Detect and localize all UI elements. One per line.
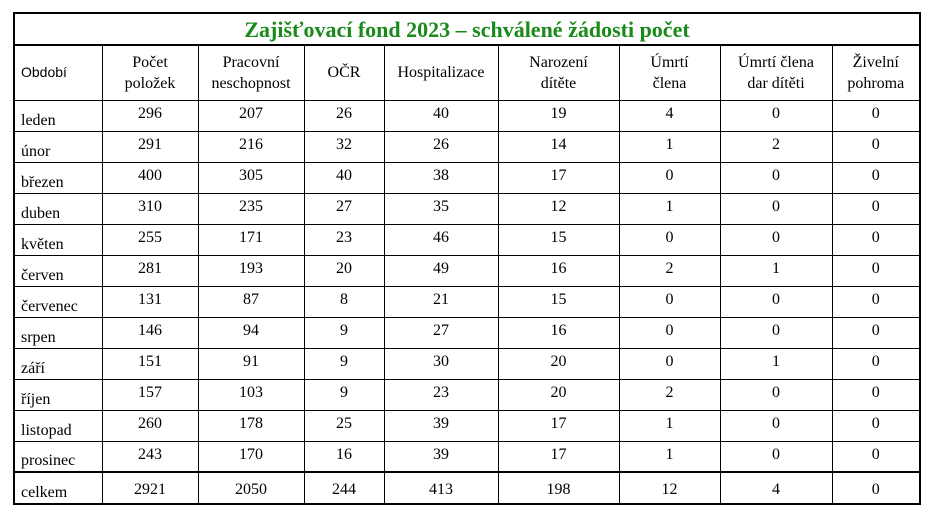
cell-hospital: 39: [384, 410, 498, 441]
table-row: [15, 224, 919, 255]
cell-hospital: 39: [384, 441, 498, 472]
cell-ocr: 26: [304, 100, 384, 131]
cell-ocr: 25: [304, 410, 384, 441]
cell-birth: 17: [498, 441, 619, 472]
cell-birth: 14: [498, 131, 619, 162]
cell-death: 0: [619, 162, 720, 193]
report-title: Zajišťovací fond 2023 – schválené žádosti počet: [15, 14, 919, 46]
header-death-line1: Úmrtí: [650, 53, 689, 71]
report-frame: [13, 12, 921, 505]
header-ocr: [304, 46, 384, 100]
cell-hospital: 26: [384, 131, 498, 162]
cell-count: 146: [102, 317, 198, 348]
header-row: [15, 46, 919, 100]
cell-death-gift: 0: [720, 162, 832, 193]
cell-disaster: 0: [832, 286, 919, 317]
header-sick-line1: Pracovní: [222, 53, 280, 71]
cell-disaster: 0: [832, 131, 919, 162]
table-row: [15, 379, 919, 410]
cell-count: 131: [102, 286, 198, 317]
table-row: [15, 193, 919, 224]
cell-ocr: 8: [304, 286, 384, 317]
table-row: [15, 255, 919, 286]
cell-death-gift: 0: [720, 410, 832, 441]
cell-disaster: 0: [832, 317, 919, 348]
cell-disaster: 0: [832, 441, 919, 472]
header-count-line2: položek: [124, 74, 176, 92]
total-ocr: 244: [304, 472, 384, 504]
cell-period: leden: [15, 100, 102, 131]
cell-period: říjen: [15, 379, 102, 410]
cell-count: 291: [102, 131, 198, 162]
cell-hospital: 35: [384, 193, 498, 224]
header-disaster-line1: Živelní: [852, 53, 899, 71]
cell-disaster: 0: [832, 162, 919, 193]
cell-hospital: 46: [384, 224, 498, 255]
header-birth-line2: dítěte: [540, 74, 577, 92]
cell-birth: 16: [498, 317, 619, 348]
header-period-label: Období: [21, 64, 67, 81]
table-row: [15, 162, 919, 193]
cell-ocr: 9: [304, 348, 384, 379]
cell-ocr: 9: [304, 379, 384, 410]
cell-period: září: [15, 348, 102, 379]
total-sick: 2050: [198, 472, 304, 504]
cell-birth: 17: [498, 162, 619, 193]
header-count: [102, 46, 198, 100]
cell-sick: 207: [198, 100, 304, 131]
cell-disaster: 0: [832, 348, 919, 379]
cell-sick: 305: [198, 162, 304, 193]
cell-sick: 91: [198, 348, 304, 379]
cell-count: 296: [102, 100, 198, 131]
total-disaster: 0: [832, 472, 919, 504]
table-row: [15, 131, 919, 162]
cell-hospital: 38: [384, 162, 498, 193]
cell-count: 255: [102, 224, 198, 255]
cell-death-gift: 0: [720, 224, 832, 255]
cell-death-gift: 0: [720, 286, 832, 317]
cell-disaster: 0: [832, 379, 919, 410]
header-death-gift-line2: dar dítěti: [747, 74, 805, 92]
cell-hospital: 49: [384, 255, 498, 286]
cell-period: srpen: [15, 317, 102, 348]
header-disaster-line2: pohroma: [847, 74, 905, 92]
cell-sick: 87: [198, 286, 304, 317]
cell-sick: 193: [198, 255, 304, 286]
cell-ocr: 23: [304, 224, 384, 255]
cell-death-gift: 0: [720, 193, 832, 224]
cell-count: 243: [102, 441, 198, 472]
cell-disaster: 0: [832, 100, 919, 131]
cell-period: červen: [15, 255, 102, 286]
table-row: [15, 286, 919, 317]
cell-disaster: 0: [832, 410, 919, 441]
header-death-line2: člena: [652, 74, 687, 92]
cell-death-gift: 0: [720, 317, 832, 348]
header-period: [15, 46, 102, 100]
cell-hospital: 27: [384, 317, 498, 348]
total-row: [15, 472, 919, 504]
cell-death-gift: 1: [720, 255, 832, 286]
cell-sick: 103: [198, 379, 304, 410]
header-birth-line1: Narození: [529, 53, 588, 71]
cell-birth: 16: [498, 255, 619, 286]
cell-sick: 171: [198, 224, 304, 255]
cell-disaster: 0: [832, 224, 919, 255]
header-death: [619, 46, 720, 100]
cell-birth: 15: [498, 286, 619, 317]
cell-sick: 178: [198, 410, 304, 441]
header-ocr-label: OČR: [327, 64, 361, 82]
header-count-line1: Počet: [132, 53, 168, 71]
cell-death: 0: [619, 317, 720, 348]
cell-disaster: 0: [832, 255, 919, 286]
cell-birth: 17: [498, 410, 619, 441]
cell-death: 1: [619, 441, 720, 472]
cell-period: duben: [15, 193, 102, 224]
cell-ocr: 20: [304, 255, 384, 286]
cell-hospital: 23: [384, 379, 498, 410]
total-period: celkem: [15, 472, 102, 504]
cell-death: 0: [619, 348, 720, 379]
cell-death: 0: [619, 286, 720, 317]
header-death-gift-line1: Úmrtí člena: [738, 53, 814, 71]
cell-count: 310: [102, 193, 198, 224]
total-death-gift: 4: [720, 472, 832, 504]
cell-period: listopad: [15, 410, 102, 441]
cell-hospital: 21: [384, 286, 498, 317]
cell-sick: 170: [198, 441, 304, 472]
cell-death: 4: [619, 100, 720, 131]
cell-count: 151: [102, 348, 198, 379]
total-count: 2921: [102, 472, 198, 504]
total-death: 12: [619, 472, 720, 504]
cell-birth: 19: [498, 100, 619, 131]
cell-hospital: 40: [384, 100, 498, 131]
cell-death-gift: 0: [720, 100, 832, 131]
cell-death: 2: [619, 255, 720, 286]
header-birth: [498, 46, 619, 100]
header-death-gift: [720, 46, 832, 100]
cell-birth: 12: [498, 193, 619, 224]
table-row: [15, 441, 919, 472]
cell-count: 260: [102, 410, 198, 441]
cell-death: 1: [619, 410, 720, 441]
header-hospital: [384, 46, 498, 100]
total-birth: 198: [498, 472, 619, 504]
cell-birth: 15: [498, 224, 619, 255]
table-row: [15, 317, 919, 348]
cell-disaster: 0: [832, 193, 919, 224]
cell-death-gift: 2: [720, 131, 832, 162]
cell-period: květen: [15, 224, 102, 255]
cell-sick: 216: [198, 131, 304, 162]
requests-table: [15, 46, 919, 504]
header-hospital-label: Hospitalizace: [397, 64, 485, 82]
cell-ocr: 9: [304, 317, 384, 348]
cell-death: 0: [619, 224, 720, 255]
cell-count: 157: [102, 379, 198, 410]
header-disaster: [832, 46, 919, 100]
cell-count: 400: [102, 162, 198, 193]
header-sick: [198, 46, 304, 100]
cell-birth: 20: [498, 379, 619, 410]
cell-ocr: 27: [304, 193, 384, 224]
cell-count: 281: [102, 255, 198, 286]
cell-death-gift: 1: [720, 348, 832, 379]
cell-death-gift: 0: [720, 441, 832, 472]
cell-death: 1: [619, 131, 720, 162]
cell-death-gift: 0: [720, 379, 832, 410]
cell-ocr: 16: [304, 441, 384, 472]
cell-ocr: 32: [304, 131, 384, 162]
total-hospital: 413: [384, 472, 498, 504]
cell-death: 2: [619, 379, 720, 410]
header-sick-line2: neschopnost: [211, 74, 291, 92]
table-row: [15, 348, 919, 379]
cell-sick: 94: [198, 317, 304, 348]
cell-ocr: 40: [304, 162, 384, 193]
cell-period: březen: [15, 162, 102, 193]
cell-period: únor: [15, 131, 102, 162]
table-row: [15, 100, 919, 131]
cell-period: prosinec: [15, 441, 102, 472]
cell-birth: 20: [498, 348, 619, 379]
table-row: [15, 410, 919, 441]
cell-hospital: 30: [384, 348, 498, 379]
cell-period: červenec: [15, 286, 102, 317]
cell-sick: 235: [198, 193, 304, 224]
cell-death: 1: [619, 193, 720, 224]
